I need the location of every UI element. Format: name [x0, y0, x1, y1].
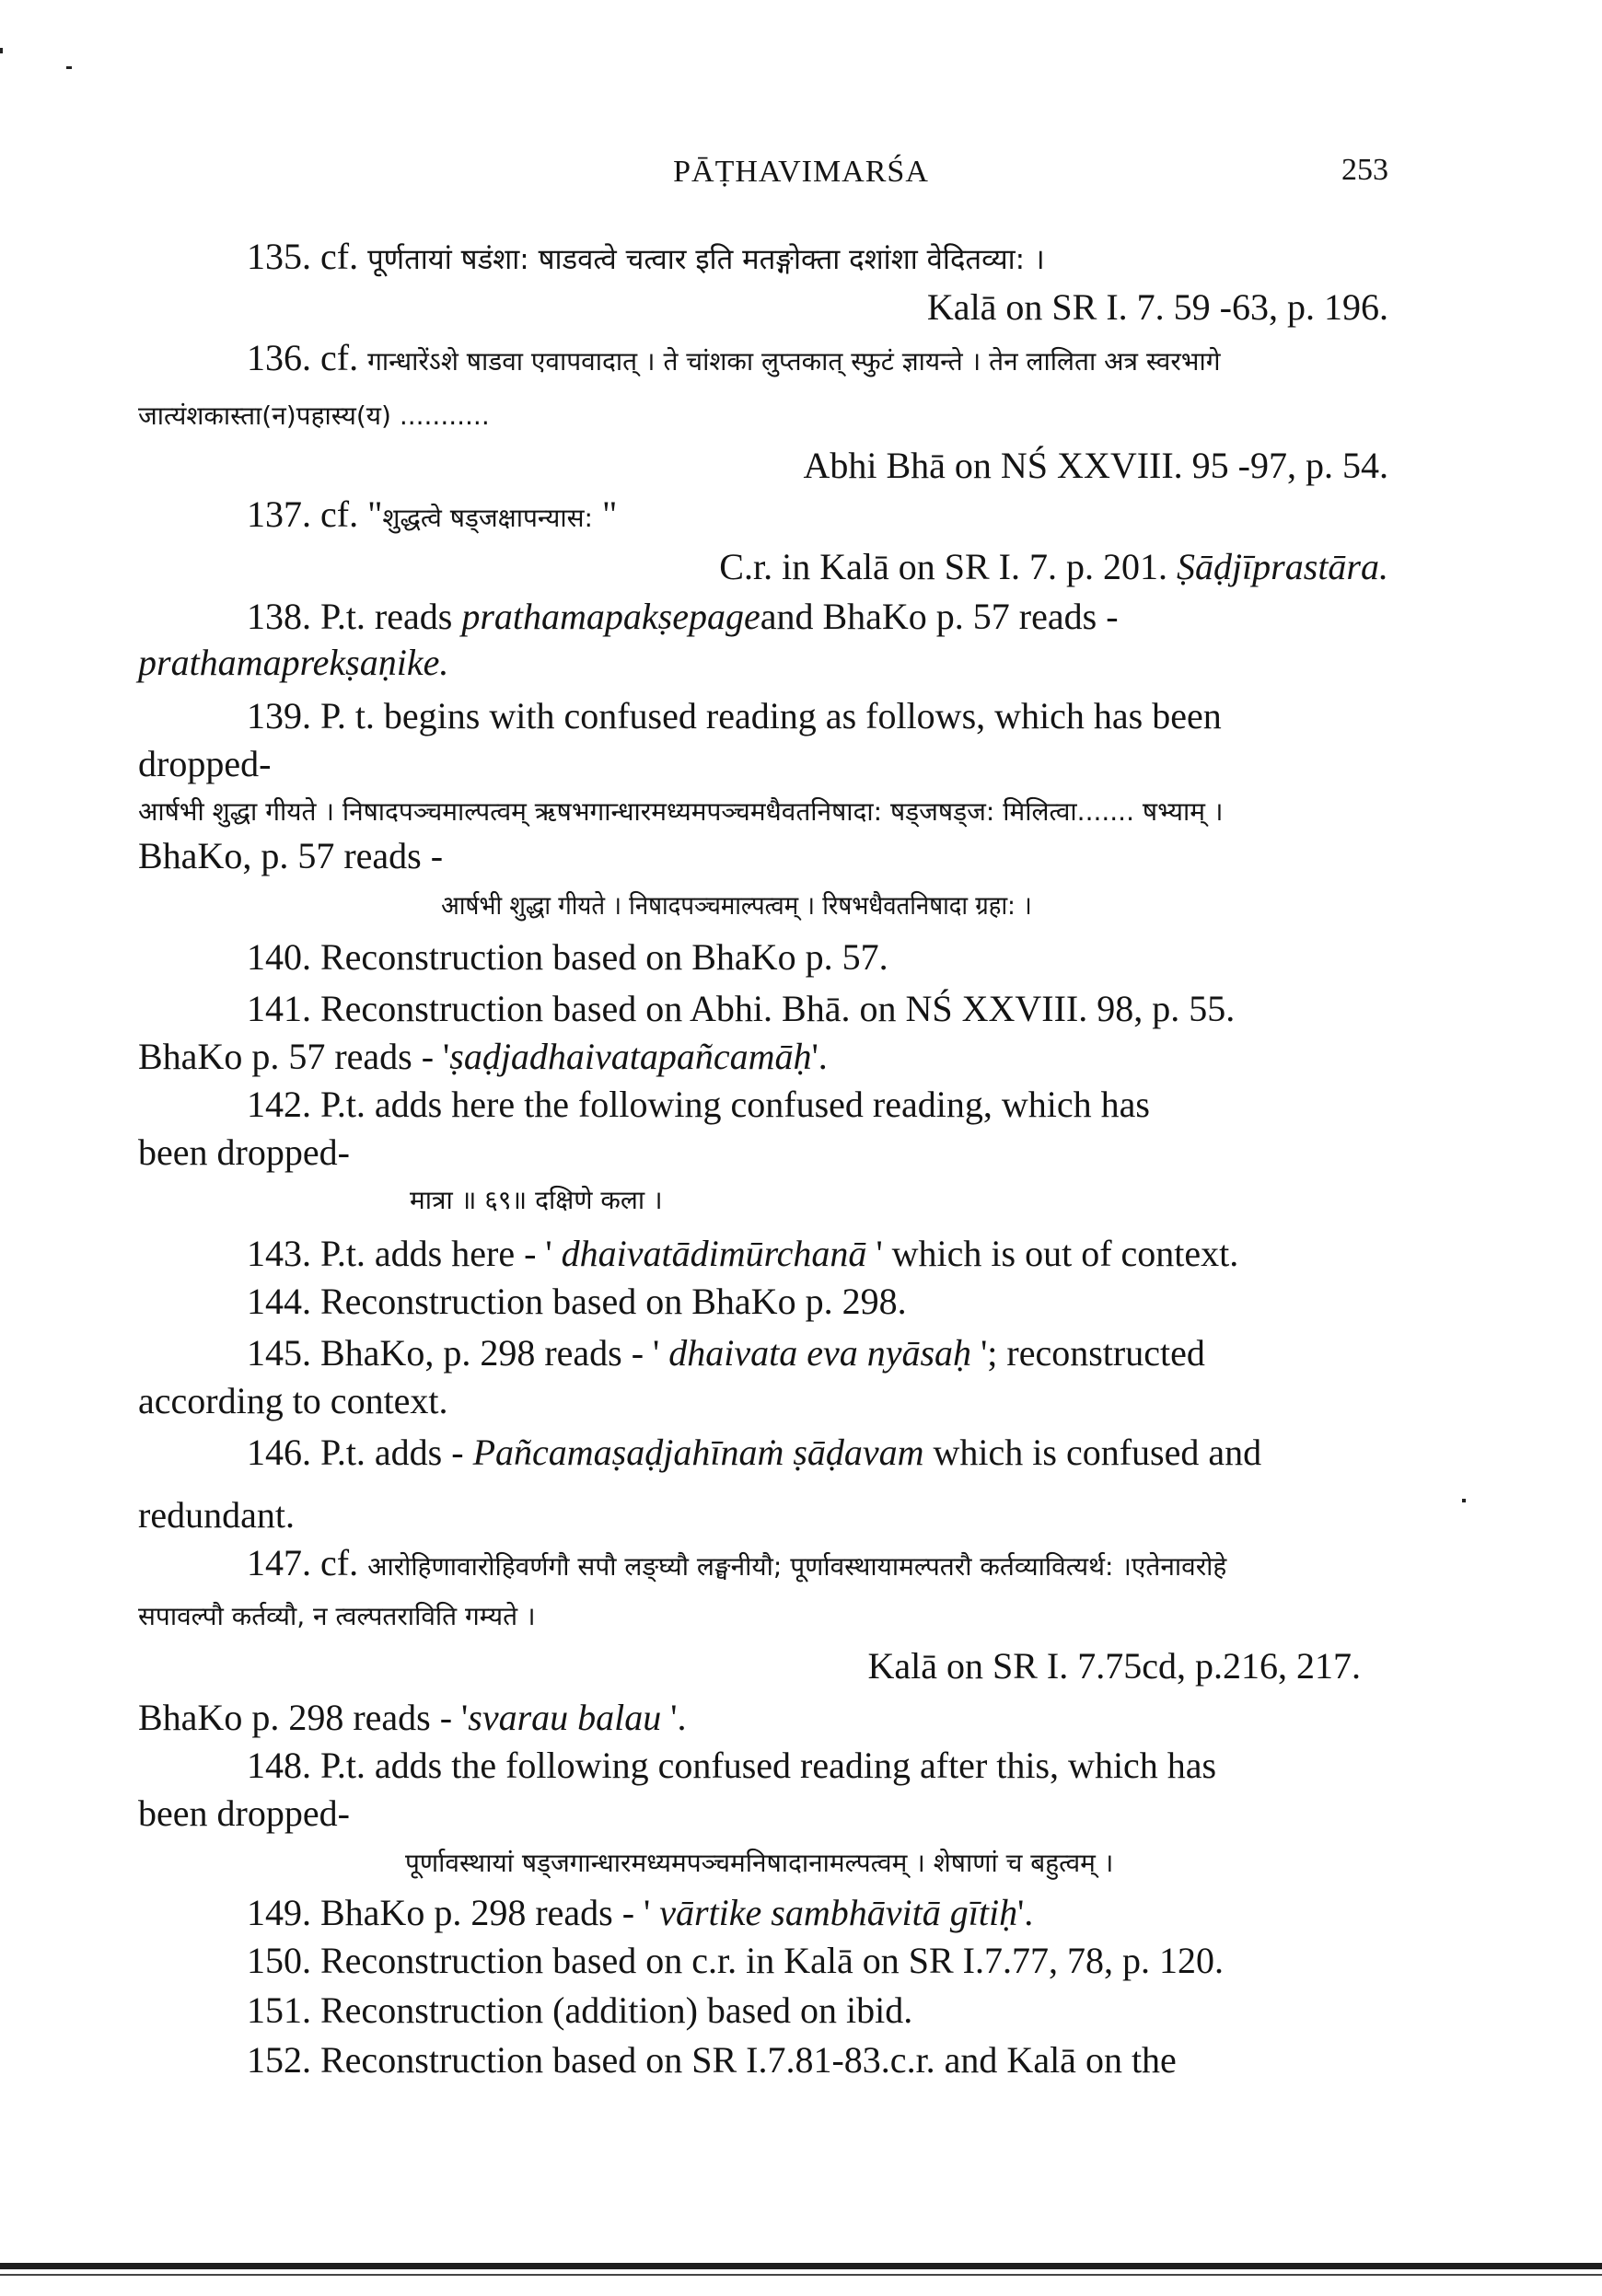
note-138-cont [138, 641, 448, 685]
note-145 [247, 1331, 1205, 1375]
note-148-sanskrit: पूर्णावस्थायां षड्जगान्धारमध्यमपञ्चमनिषादानामल्पत्वम् । शेषाणां च बहुत्वम् । [405, 1848, 1114, 1878]
note-label: 147. cf. [247, 1542, 368, 1583]
note-135 [247, 235, 1045, 279]
note-149 [247, 1891, 1033, 1935]
note-141: 141. Reconstruction based on Abhi. Bhā. on NŚ XXVIII. 98, p. 55. [247, 988, 1236, 1029]
transliteration: Pañcamaṣaḍjahīnaṁ ṣāḍavam [472, 1432, 924, 1473]
transliteration: dhaivata eva nyāsaḥ [659, 1332, 981, 1374]
note-137 [247, 493, 617, 537]
note-152: 152. Reconstruction based on SR I.7.81-83.c.r. and Kalā on the [247, 2039, 1177, 2081]
note-text: ' which is out of context. [876, 1233, 1239, 1274]
note-146 [247, 1431, 1261, 1475]
note-text: which is confused and [923, 1432, 1262, 1473]
note-text: '. [661, 1697, 687, 1738]
running-header-title: PĀṬHAVIMARŚA [673, 155, 929, 189]
scan-speck [0, 48, 3, 53]
transliteration: ṣaḍjadhaivatapañcamāḥ [449, 1036, 812, 1077]
scan-speck [66, 66, 72, 69]
note-143 [247, 1232, 1238, 1276]
note-text: 145. BhaKo, p. 298 reads - ' [247, 1332, 660, 1374]
note-136-sanskrit-cont: जात्यंशकास्ता(न)पहास्य(य) ........... [138, 400, 490, 431]
scan-speck [1462, 1499, 1466, 1502]
note-139-bhako: BhaKo, p. 57 reads - [138, 835, 444, 876]
note-139-sanskrit-2: आर्षभी शुद्धा गीयते । निषादपञ्चमाल्पत्वम् । रिषभधैवतनिषादा ग्रहा: । [441, 890, 1032, 921]
note-text: 143. P.t. adds here - ' [247, 1233, 552, 1274]
note-text: 138. P.t. reads [247, 596, 462, 637]
note-text: 146. P.t. adds - [247, 1432, 473, 1473]
note-text: '. [811, 1036, 828, 1077]
source-ref: C.r. in Kalā on SR I. 7. p. 201. [719, 546, 1177, 587]
note-136-source: Abhi Bhā on NŚ XXVIII. 95 -97, p. 54. [803, 445, 1388, 486]
note-label: 137. cf. " [247, 493, 383, 535]
sanskrit-quote: आरोहिणावारोहिवर्णगौ सपौ लङ्घ्यौ लङ्घनीयौ; पूर्णावस्थायामल्पतरौ कर्तव्यावित्यर्थ: ।एतेनावरोहे [367, 1551, 1227, 1582]
note-147-source: Kalā on SR I. 7.75cd, p.216, 217. [867, 1645, 1361, 1687]
note-146-cont: redundant. [138, 1494, 295, 1536]
note-142-sanskrit: मात्रा ॥ ६९॥ दक्षिणे कला । [410, 1185, 663, 1215]
sanskrit-quote: गान्धारेंऽशे षाडवा एवापवादात् । ते चांशका लुप्तकात् स्फुटं ज्ञायन्ते । तेन लालिता अत्र स्वरभागे [367, 346, 1221, 377]
note-147 [247, 1541, 1226, 1585]
note-151: 151. Reconstruction (addition) based on ibid. [247, 1989, 913, 2031]
sanskrit-quote: शुद्धत्वे षड्जक्षापन्यास: [382, 503, 593, 533]
quote-end: " [593, 493, 618, 535]
note-139-cont: dropped- [138, 743, 272, 784]
source-title: Ṣāḍjīprastāra. [1176, 546, 1388, 587]
transliteration: svarau balau [468, 1697, 662, 1738]
note-137-source [719, 545, 1388, 589]
transliteration: prathamaprekṣaṇike. [138, 642, 449, 683]
transliteration: vārtike sambhāvitā gītiḥ [650, 1892, 1018, 1933]
note-147-sanskrit-cont: सपावल्पौ कर्तव्यौ, न त्वल्पतराविति गम्यते । [138, 1601, 536, 1631]
note-141-cont [138, 1035, 828, 1079]
note-text: and BhaKo p. 57 reads - [760, 596, 1119, 637]
note-136 [247, 336, 1221, 380]
page-number: 253 [1341, 153, 1388, 187]
note-148-cont: been dropped- [138, 1792, 350, 1834]
note-145-cont: according to context. [138, 1380, 448, 1421]
note-138 [247, 595, 1119, 639]
sanskrit-quote: पूर्णतायां षडंशा: षाडवत्वे चत्वार इति मतङ्गोक्ता दशांशा वेदितव्या: । [367, 243, 1045, 276]
page-bottom-rule [0, 2263, 1602, 2269]
note-text: BhaKo p. 57 reads - ' [138, 1036, 450, 1077]
note-text: 149. BhaKo p. 298 reads - ' [247, 1892, 651, 1933]
note-142: 142. P.t. adds here the following confused reading, which has [247, 1084, 1150, 1125]
note-label: 135. cf. [247, 236, 359, 277]
page-bottom-rule-thin [0, 2274, 1602, 2276]
transliteration: dhaivatādimūrchanā [551, 1233, 876, 1274]
note-135-source: Kalā on SR I. 7. 59 -63, p. 196. [926, 286, 1388, 328]
note-150: 150. Reconstruction based on c.r. in Kalā on SR I.7.77, 78, p. 120. [247, 1940, 1224, 1981]
note-147-bhako [138, 1696, 686, 1740]
transliteration: prathamapakṣepage [461, 596, 760, 637]
note-140: 140. Reconstruction based on BhaKo p. 57. [247, 936, 888, 978]
note-text: BhaKo p. 298 reads - ' [138, 1697, 469, 1738]
note-139: 139. P. t. begins with confused reading as follows, which has been [247, 695, 1222, 736]
note-139-sanskrit: आर्षभी शुद्धा गीयते । निषादपञ्चमाल्पत्वम् ऋषभगान्धारमध्यमपञ्चमधैवतनिषादा: षड्जषड्ज: मिलित्वा....... षभ्याम् । [138, 796, 1224, 827]
note-144: 144. Reconstruction based on BhaKo p. 298. [247, 1281, 907, 1322]
note-text: '. [1017, 1892, 1034, 1933]
note-label: 136. cf. [247, 337, 359, 378]
note-148: 148. P.t. adds the following confused reading after this, which has [247, 1745, 1217, 1786]
note-142-cont: been dropped- [138, 1131, 350, 1173]
note-text: '; reconstructed [981, 1332, 1205, 1374]
